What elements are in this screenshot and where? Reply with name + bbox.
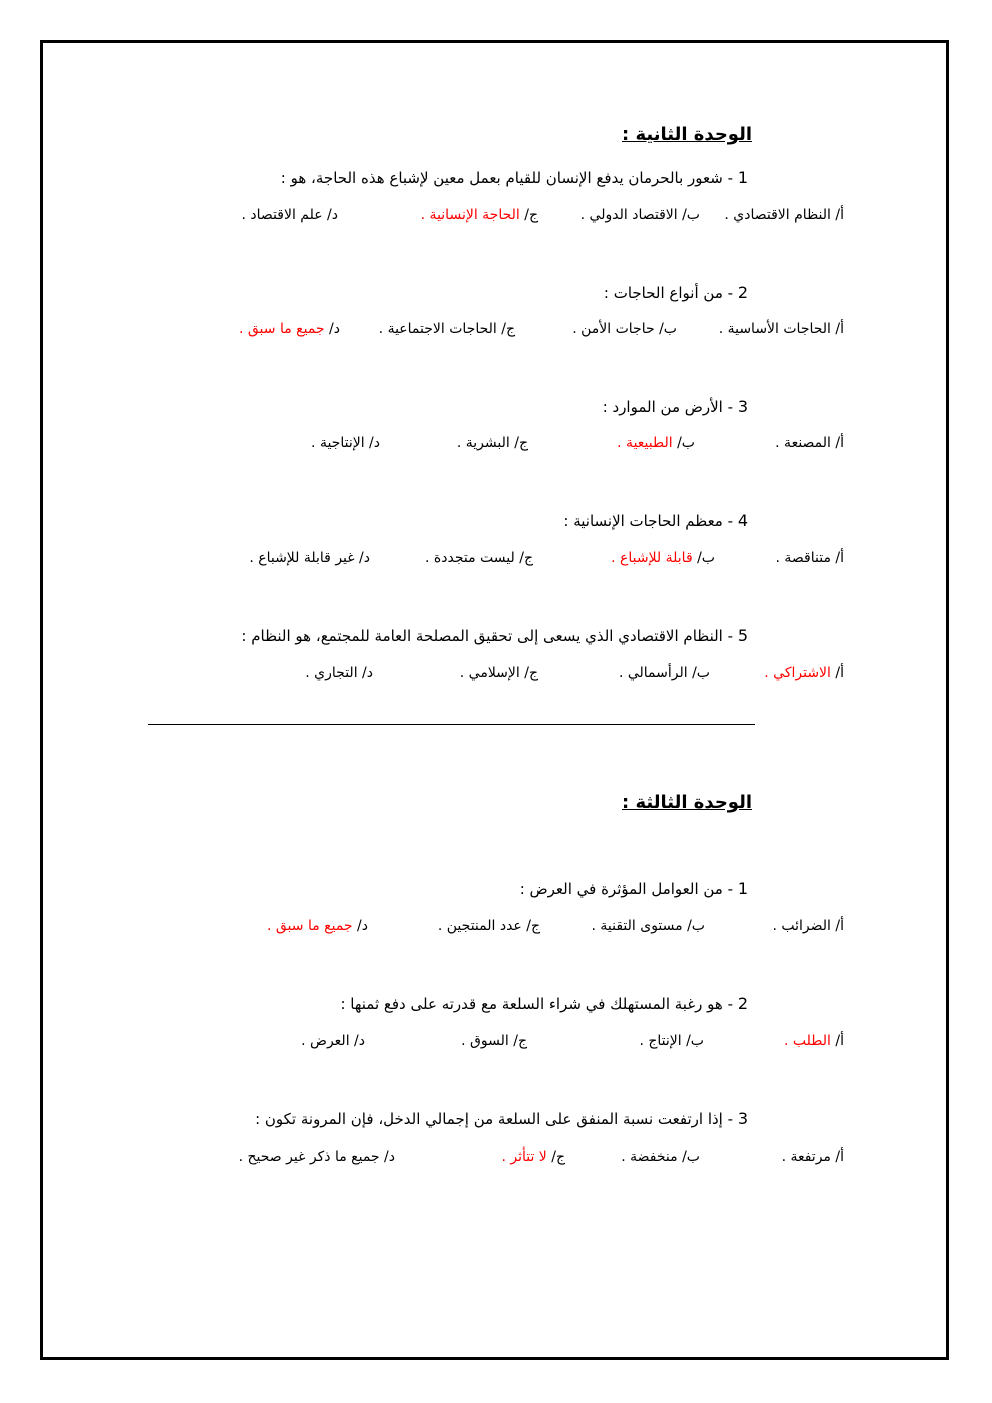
option-prefix: أ/ [835,1033,844,1049]
option-text: غير قابلة للإشباع . [249,550,355,566]
u2-q1-option-d[interactable] [242,207,339,223]
u3-q1-option-d[interactable] [267,918,368,934]
u3-q2-option-a[interactable] [784,1033,844,1049]
u2-q5 [241,626,748,645]
option-text: السوق . [461,1033,509,1049]
u2-q2-option-d[interactable] [239,321,340,337]
option-text: الاقتصاد الدولي . [580,207,678,223]
u2-q2-number: 2 [737,283,748,302]
u2-q2-option-b[interactable] [572,321,677,337]
option-text: الإسلامي . [459,665,520,681]
option-prefix: ج/ [524,665,538,681]
option-prefix: أ/ [835,1149,844,1165]
u2-q4-option-a[interactable] [775,550,844,566]
option-text: منخفضة . [621,1149,678,1165]
u2-q5-option-c[interactable] [460,665,538,681]
u2-q1-number: 1 [737,168,748,187]
correct-answer: جميع ما سبق . [266,918,353,934]
u3-q2-text: - هو رغبة المستهلك في شراء السلعة مع قدرته على دفع ثمنها : [340,995,734,1013]
u2-q5-number: 5 [737,626,748,645]
option-text: مستوى التقنية . [591,918,683,934]
u2-q2-option-a[interactable] [719,321,844,337]
u2-q5-text: - النظام الاقتصادي الذي يسعى إلى تحقيق المصلحة العامة للمجتمع، هو النظام : [241,627,734,645]
option-prefix: ج/ [513,1033,527,1049]
option-prefix: أ/ [835,918,844,934]
option-text: مرتفعة . [781,1149,831,1165]
option-prefix: ب/ [659,321,677,337]
u2-q3-number: 3 [737,397,748,416]
u2-q1-text: - شعور بالحرمان يدفع الإنسان للقيام بعمل معين لإشباع هذه الحاجة، هو : [280,169,734,187]
option-prefix: ج/ [519,550,533,566]
option-text: الحاجات الأساسية . [718,321,831,337]
unit3-title: الوحدة الثالثة : [622,792,752,813]
option-prefix: د/ [327,207,338,223]
u2-q3-option-d[interactable] [311,435,380,451]
correct-answer: قابلة للإشباع . [611,550,693,566]
option-prefix: د/ [359,550,370,566]
option-prefix: ب/ [686,1033,704,1049]
option-prefix: د/ [357,918,368,934]
unit2-title: الوحدة الثانية : [622,124,752,145]
u3-q2-option-d[interactable] [301,1033,365,1049]
u3-q1-option-c[interactable] [438,918,540,934]
u2-q1 [281,168,748,187]
option-prefix: ب/ [682,207,700,223]
correct-answer: الطلب . [784,1033,831,1049]
u3-q3-option-b[interactable] [621,1149,700,1165]
option-text: ليست متجددة . [425,550,515,566]
u2-q1-option-c[interactable] [421,207,538,223]
u3-q1-number: 1 [737,879,748,898]
u2-q4-option-b[interactable] [611,550,715,566]
u2-q3-option-a[interactable] [775,435,844,451]
option-text: العرض . [301,1033,350,1049]
u2-q5-option-b[interactable] [619,665,710,681]
option-text: جميع ما ذكر غير صحيح . [238,1149,380,1165]
option-text: علم الاقتصاد . [241,207,323,223]
u3-q2-number: 2 [737,994,748,1013]
option-text: متناقصة . [775,550,831,566]
option-text: الرأسمالي . [618,665,688,681]
option-prefix: أ/ [835,665,844,681]
u3-q1-option-b[interactable] [591,918,705,934]
section-divider [148,724,755,725]
u3-q3-number: 3 [737,1109,748,1128]
u2-q4-number: 4 [737,511,748,530]
u3-q1-option-a[interactable] [772,918,844,934]
correct-answer: الاشتراكي . [764,665,831,681]
option-prefix: ب/ [697,550,715,566]
u3-q2-option-c[interactable] [461,1033,527,1049]
u3-q3-option-d[interactable] [239,1149,395,1165]
option-prefix: ب/ [692,665,710,681]
option-prefix: ج/ [551,1149,565,1165]
u2-q2-option-c[interactable] [379,321,515,337]
u3-q3 [255,1109,748,1128]
u3-q3-text: - إذا ارتفعت نسبة المنفق على السلعة من إجمالي الدخل، فإن المرونة تكون : [255,1110,734,1128]
option-prefix: أ/ [835,321,844,337]
option-prefix: ج/ [501,321,515,337]
option-prefix: ج/ [514,435,528,451]
u2-q2-text: - من أنواع الحاجات : [603,284,734,302]
option-prefix: د/ [354,1033,365,1049]
option-text: حاجات الأمن . [572,321,655,337]
u2-q3-option-b[interactable] [617,435,695,451]
option-text: الحاجات الاجتماعية . [378,321,497,337]
option-prefix: د/ [362,665,373,681]
u2-q4-option-d[interactable] [249,550,370,566]
option-text: عدد المنتجين . [437,918,522,934]
u2-q3 [603,397,748,416]
option-text: النظام الاقتصادي . [724,207,831,223]
option-text: المصنعة . [775,435,831,451]
u2-q3-option-c[interactable] [457,435,528,451]
option-prefix: ج/ [526,918,540,934]
u2-q1-option-b[interactable] [581,207,700,223]
u3-q2 [340,994,748,1013]
u3-q1-text: - من العوامل المؤثرة في العرض : [519,880,734,898]
option-text: الضرائب . [772,918,831,934]
option-text: الإنتاجية . [311,435,365,451]
option-prefix: أ/ [835,435,844,451]
u3-q1 [520,879,748,898]
option-prefix: ب/ [677,435,695,451]
u2-q4-text: - معظم الحاجات الإنسانية : [563,512,734,530]
correct-answer: جميع ما سبق . [238,321,325,337]
option-text: البشرية . [456,435,510,451]
option-prefix: ج/ [524,207,538,223]
option-prefix: ب/ [682,1149,700,1165]
u3-q3-option-c[interactable] [501,1149,565,1165]
option-prefix: د/ [384,1149,395,1165]
u3-q3-option-a[interactable] [782,1149,844,1165]
u3-q2-option-b[interactable] [639,1033,704,1049]
option-text: الإنتاج . [639,1033,682,1049]
u2-q1-option-a[interactable] [724,207,844,223]
correct-answer: الطبيعية . [617,435,673,451]
u2-q5-option-a[interactable] [764,665,844,681]
option-prefix: د/ [329,321,340,337]
u2-q4 [563,511,748,530]
u2-q3-text: - الأرض من الموارد : [602,398,734,416]
u2-q5-option-d[interactable] [305,665,373,681]
correct-answer: الحاجة الإنسانية . [420,207,520,223]
option-prefix: د/ [369,435,380,451]
option-prefix: ب/ [687,918,705,934]
u2-q2 [604,283,748,302]
option-text: التجاري . [305,665,358,681]
u2-q4-option-c[interactable] [425,550,533,566]
option-prefix: أ/ [835,207,844,223]
option-prefix: أ/ [835,550,844,566]
correct-answer: لا تتأثر . [501,1149,547,1165]
